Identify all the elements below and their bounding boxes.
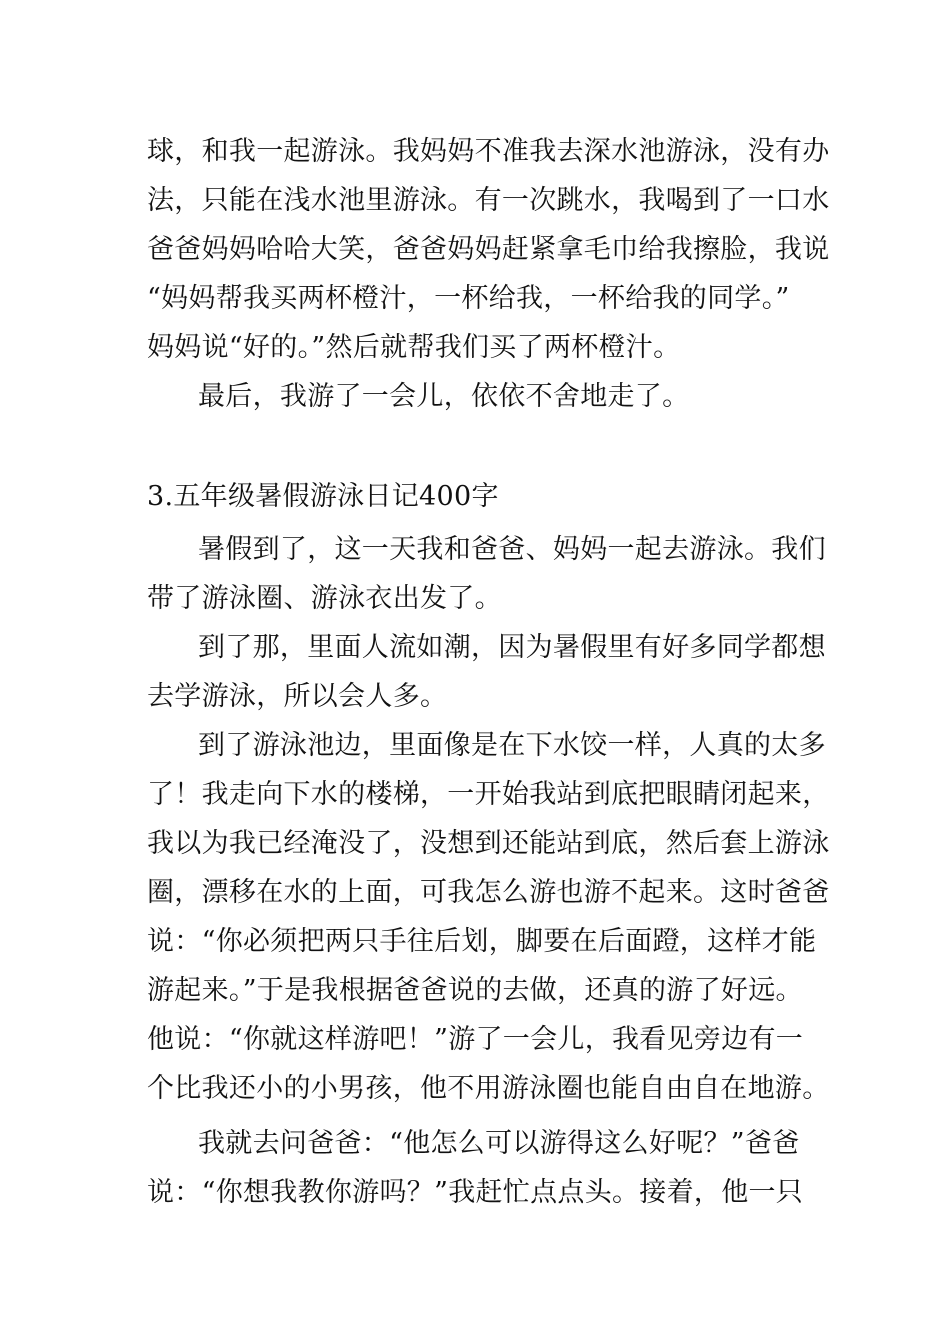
text-line: 游起来。”于是我根据爸爸说的去做，还真的游了好远。 [147, 975, 803, 1006]
text-line: 法，只能在浅水池里游泳。有一次跳水，我喝到了一口水 [147, 185, 830, 216]
text-line: 球，和我一起游泳。我妈妈不准我去深水池游泳，没有办 [147, 136, 830, 167]
text-line: 最后，我游了一会儿，依依不舍地走了。 [198, 381, 690, 412]
text-line: 说：“你必须把两只手往后划，脚要在后面蹬，这样才能 [147, 926, 817, 957]
section-heading: 3.五年级暑假游泳日记400字 [147, 481, 499, 512]
text-line: 到了游泳池边，里面像是在下水饺一样，人真的太多 [198, 730, 826, 761]
text-line: 了！我走向下水的楼梯，一开始我站到底把眼睛闭起来， [147, 779, 830, 810]
text-line: 去学游泳，所以会人多。 [147, 681, 448, 712]
text-line: 爸爸妈妈哈哈大笑，爸爸妈妈赶紧拿毛巾给我擦脸，我说 [147, 234, 830, 265]
text-line: 到了那，里面人流如潮，因为暑假里有好多同学都想 [198, 632, 826, 663]
text-line: 带了游泳圈、游泳衣出发了。 [147, 583, 502, 614]
text-line: 圈，漂移在水的上面，可我怎么游也游不起来。这时爸爸 [147, 877, 830, 908]
text-line: 他说：“你就这样游吧！”游了一会儿，我看见旁边有一 [147, 1024, 804, 1055]
text-line: 我以为我已经淹没了，没想到还能站到底，然后套上游泳 [147, 828, 830, 859]
text-line: 暑假到了，这一天我和爸爸、妈妈一起去游泳。我们 [198, 534, 826, 565]
text-line: 说：“你想我教你游吗？”我赶忙点点头。接着，他一只 [147, 1177, 804, 1208]
text-line: “妈妈帮我买两杯橙汁，一杯给我，一杯给我的同学。” [147, 283, 790, 314]
text-line: 个比我还小的小男孩，他不用游泳圈也能自由自在地游。 [147, 1073, 830, 1104]
text-line: 我就去问爸爸：“他怎么可以游得这么好呢？”爸爸 [198, 1128, 800, 1159]
text-line: 妈妈说“好的。”然后就帮我们买了两杯橙汁。 [147, 332, 681, 363]
